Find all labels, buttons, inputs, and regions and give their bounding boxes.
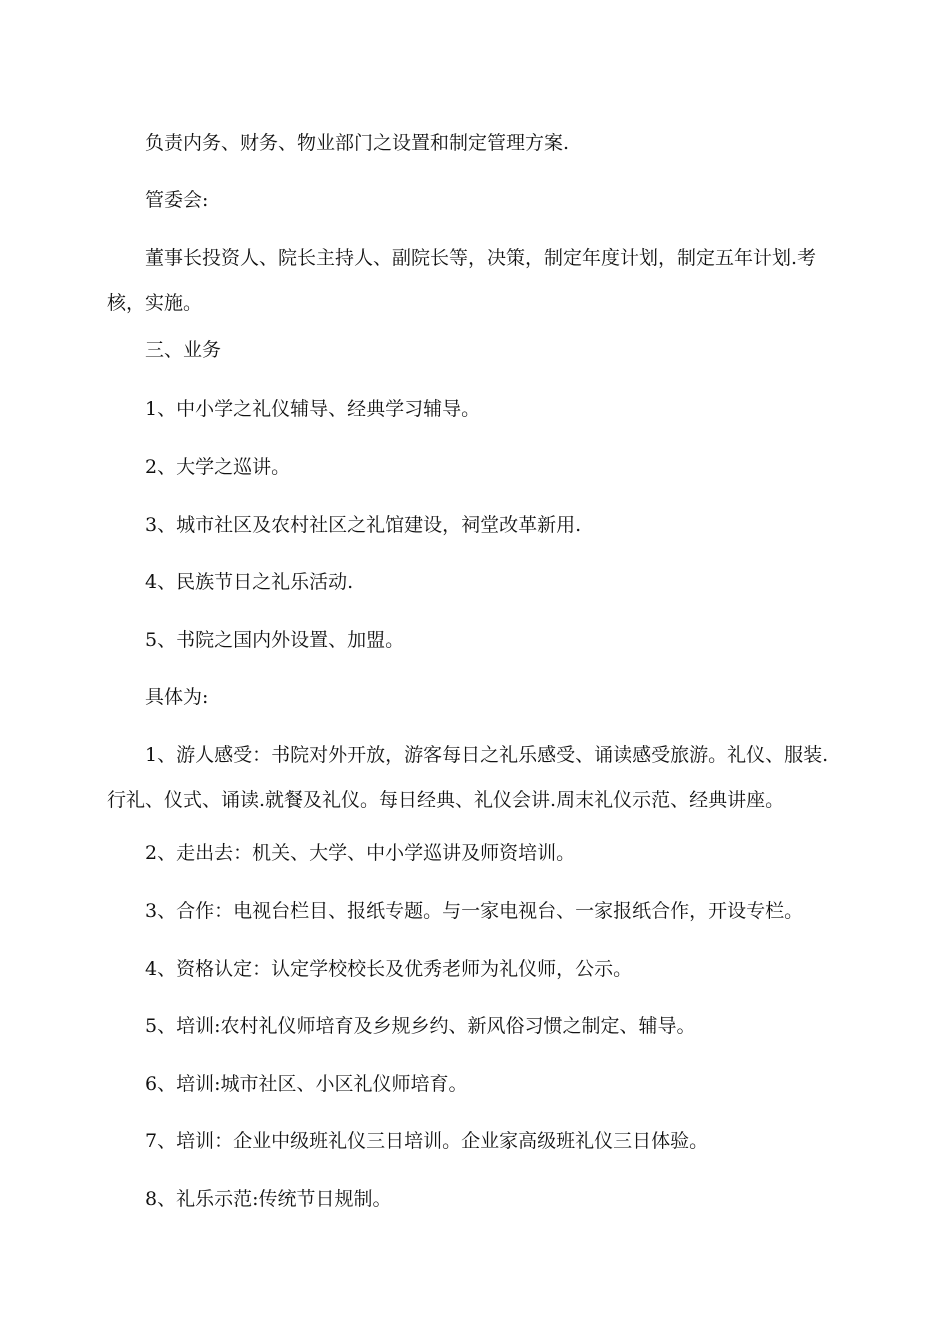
- list-item-specific-2: 2、走出去：机关、大学、中小学巡讲及师资培训。: [145, 842, 576, 864]
- paragraph-management-committee: 董事长投资人、院长主持人、副院长等，决策，制定年度计划，制定五年计划.考核，实施。: [107, 247, 817, 314]
- list-item-specific-3: 3、合作：电视台栏目、报纸专题。与一家电视台、一家报纸合作，开设专栏。: [145, 900, 804, 922]
- paragraph-management-committee-heading: 管委会:: [145, 189, 209, 211]
- list-item-specific-8: 8、礼乐示范:传统节日规制。: [145, 1188, 392, 1210]
- list-item-specific-4: 4、资格认定：认定学校校长及优秀老师为礼仪师，公示。: [145, 958, 633, 980]
- list-item-business-3: 3、城市社区及农村社区之礼馆建设，祠堂改革新用.: [145, 514, 582, 536]
- list-item-business-5: 5、书院之国内外设置、加盟。: [145, 629, 405, 651]
- list-item-specific-7: 7、培训：企业中级班礼仪三日培训。企业家高级班礼仪三日体验。: [145, 1130, 709, 1152]
- paragraph-property-department: 负责内务、财务、物业部门之设置和制定管理方案.: [145, 132, 570, 154]
- list-item-specific-1: 1、游人感受：书院对外开放，游客每日之礼乐感受、诵读感受旅游。礼仪、服装.行礼、仪式、诵读.就餐及礼仪。每日经典、礼仪会讲.周末礼仪示范、经典讲座。: [107, 744, 829, 811]
- list-item-business-4: 4、民族节日之礼乐活动.: [145, 571, 354, 593]
- list-item-business-2: 2、大学之巡讲。: [145, 456, 291, 478]
- list-item-specific-5: 5、培训:农村礼仪师培育及乡规乡约、新风俗习惯之制定、辅导。: [145, 1015, 696, 1037]
- list-item-specific-6: 6、培训:城市社区、小区礼仪师培育。: [145, 1073, 468, 1095]
- paragraph-specifics-heading: 具体为:: [145, 686, 209, 708]
- list-item-business-1: 1、中小学之礼仪辅导、经典学习辅导。: [145, 398, 481, 420]
- section-heading-business: 三、业务: [145, 339, 222, 361]
